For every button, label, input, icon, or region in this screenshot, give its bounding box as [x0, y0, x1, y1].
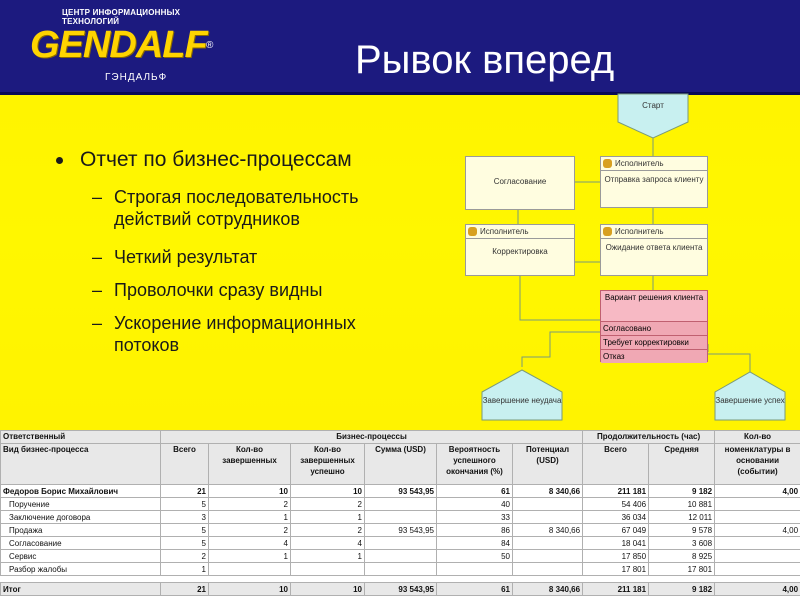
value-cell: 1: [291, 550, 365, 563]
value-cell: [437, 563, 513, 576]
table-total-row[interactable]: [1, 583, 800, 596]
value-cell: 33: [437, 511, 513, 524]
value-cell: 5: [161, 524, 209, 537]
value-cell: [291, 563, 365, 576]
value-cell: 8 340,66: [513, 583, 583, 596]
value-cell: [365, 537, 437, 550]
value-cell: 10: [291, 485, 365, 498]
value-cell: [365, 563, 437, 576]
node-decision[interactable]: Вариант решения клиента Согласовано Требует корректировки Отказ: [600, 290, 708, 362]
table-row[interactable]: [1, 511, 800, 524]
value-cell: 5: [161, 498, 209, 511]
value-cell: 10: [291, 583, 365, 596]
header-bar: [0, 0, 800, 92]
value-cell: 10: [209, 583, 291, 596]
logo-top-text: ЦЕНТР ИНФОРМАЦИОННЫХ ТЕХНОЛОГИЙ: [62, 8, 181, 26]
value-cell: 21: [161, 485, 209, 498]
value-cell: 2: [291, 524, 365, 537]
value-cell: 50: [437, 550, 513, 563]
end-unsuccess-label: Завершение неудача: [482, 396, 562, 405]
value-cell: 8 925: [649, 550, 715, 563]
value-cell: [715, 511, 800, 524]
table-spacer-row: [1, 576, 800, 583]
value-cell: [513, 498, 583, 511]
value-cell: 5: [161, 537, 209, 550]
value-cell: 4: [209, 537, 291, 550]
table-header-row: Вид бизнес-процесса Всего Кол-во завершенных Кол-во завершенных успешно Сумма (USD) Вероятность успешного окончания (%) Потенциал (USD) Всего Средняя номенклатуры в основании (событии): [1, 444, 800, 485]
value-cell: [715, 563, 800, 576]
value-cell: 2: [209, 524, 291, 537]
node-correction[interactable]: Исполнитель Корректировка: [465, 224, 575, 276]
value-cell: 2: [291, 498, 365, 511]
value-cell: 8 340,66: [513, 485, 583, 498]
value-cell: 17 801: [583, 563, 649, 576]
value-cell: 18 041: [583, 537, 649, 550]
logo: [10, 6, 214, 86]
logo-main-text: GENDALF: [30, 24, 207, 66]
value-cell: 4,00: [715, 583, 800, 596]
value-cell: 9 182: [649, 485, 715, 498]
value-cell: [209, 563, 291, 576]
report-table: [0, 430, 800, 600]
value-cell: [365, 498, 437, 511]
row-name-cell: Разбор жалобы: [1, 563, 161, 576]
value-cell: 4: [291, 537, 365, 550]
value-cell: [715, 498, 800, 511]
end-success-label: Завершение успех: [715, 396, 785, 405]
node-approval[interactable]: Согласование: [465, 156, 575, 210]
table-row[interactable]: [1, 563, 800, 576]
slide: ЦЕНТР ИНФОРМАЦИОННЫХ ТЕХНОЛОГИЙ GENDALF ГЭНДАЛЬФ ® Рывок вперед Отчет по бизнес-процессам – Строгая последовательность действий сотрудников – Четкий результат – Проволочки сразу видны – Ускорение информационных потоков Старт Согласование Исполнитель Отправка запроса клиенту Исполнитель Корректировка Исполнитель Ожидание ответа клиента Вариант решения клиента Согласовано Требует корректировки Отказ Завершение неудача Завершение успех Ответственный Бизнес-процессы Продолжительность (час) Кол-во Вид бизнес-процесса Всего Кол-во завершенных Кол-во завершенных успешно Сумма (USD) Вероятность успешного окончания (%) Потенциал (USD) Всего Средняя номенклатуры в основании (событии) Федоров Борис Михайлович 21 10 10 93 543,95 61 8 340,66 211 181 9 182 4,00 Поручение 5 2 2 40 54 406 10 881 Заключение договора 3 1 1 33 36 034 12 011 Продажа 5 2 2 93 543,95 86 8 340,66 67 049 9 578 4,00 Согласование 5 4 4 84 18 041 3 608 Сервис 2 1 1 50 17 850 8 925 Разбор жалобы 1 17 801 17 801 Итог 21 10 10 93 543,95 61 8 340,66 211 181 9 182 4,00: [0, 0, 800, 600]
value-cell: 17 850: [583, 550, 649, 563]
value-cell: [513, 563, 583, 576]
user-icon: [468, 227, 477, 236]
logo-sub-text: ГЭНДАЛЬФ: [105, 72, 168, 83]
value-cell: 4,00: [715, 524, 800, 537]
row-name-cell: Поручение: [1, 498, 161, 511]
row-name-cell: Согласование: [1, 537, 161, 550]
value-cell: [513, 550, 583, 563]
value-cell: 8 340,66: [513, 524, 583, 537]
table-row[interactable]: [1, 537, 800, 550]
row-name-cell: Продажа: [1, 524, 161, 537]
decision-option[interactable]: Отказ: [601, 350, 707, 363]
value-cell: 1: [209, 550, 291, 563]
value-cell: 2: [161, 550, 209, 563]
value-cell: 84: [437, 537, 513, 550]
decision-option[interactable]: Согласовано: [601, 322, 707, 336]
value-cell: 9 182: [649, 583, 715, 596]
row-name-cell: Федоров Борис Михайлович: [1, 485, 161, 498]
value-cell: 10: [209, 485, 291, 498]
value-cell: 93 543,95: [365, 583, 437, 596]
value-cell: 1: [291, 511, 365, 524]
value-cell: 3 608: [649, 537, 715, 550]
node-send-request[interactable]: Исполнитель Отправка запроса клиенту: [600, 156, 708, 208]
node-wait-answer[interactable]: Исполнитель Ожидание ответа клиента: [600, 224, 708, 276]
value-cell: [513, 511, 583, 524]
value-cell: [513, 537, 583, 550]
value-cell: 1: [209, 511, 291, 524]
value-cell: [715, 550, 800, 563]
value-cell: 9 578: [649, 524, 715, 537]
table-body: [1, 485, 800, 596]
value-cell: [365, 550, 437, 563]
value-cell: 17 801: [649, 563, 715, 576]
value-cell: 61: [437, 485, 513, 498]
value-cell: 1: [161, 563, 209, 576]
slide-title: Рывок вперед: [355, 38, 615, 82]
value-cell: 4,00: [715, 485, 800, 498]
value-cell: 67 049: [583, 524, 649, 537]
value-cell: 3: [161, 511, 209, 524]
value-cell: 93 543,95: [365, 485, 437, 498]
value-cell: [715, 537, 800, 550]
value-cell: 54 406: [583, 498, 649, 511]
process-diagram: [460, 92, 800, 432]
decision-option[interactable]: Требует корректировки: [601, 336, 707, 350]
value-cell: 93 543,95: [365, 524, 437, 537]
value-cell: 21: [161, 583, 209, 596]
table-row[interactable]: [1, 524, 800, 537]
user-icon: [603, 227, 612, 236]
start-label: Старт: [642, 101, 664, 110]
table-row[interactable]: [1, 550, 800, 563]
value-cell: 2: [209, 498, 291, 511]
value-cell: 61: [437, 583, 513, 596]
value-cell: 10 881: [649, 498, 715, 511]
user-icon: [603, 159, 612, 168]
table-header-row: Ответственный Бизнес-процессы Продолжительность (час) Кол-во: [1, 431, 800, 444]
table-row[interactable]: [1, 485, 800, 498]
value-cell: 211 181: [583, 485, 649, 498]
value-cell: 12 011: [649, 511, 715, 524]
row-name-cell: Итог: [1, 583, 161, 596]
bullet-dot-icon: [56, 157, 63, 164]
registered-mark: ®: [206, 40, 214, 51]
value-cell: [365, 511, 437, 524]
value-cell: 86: [437, 524, 513, 537]
row-name-cell: Заключение договора: [1, 511, 161, 524]
value-cell: 36 034: [583, 511, 649, 524]
value-cell: 211 181: [583, 583, 649, 596]
row-name-cell: Сервис: [1, 550, 161, 563]
table-row[interactable]: [1, 498, 800, 511]
value-cell: 40: [437, 498, 513, 511]
